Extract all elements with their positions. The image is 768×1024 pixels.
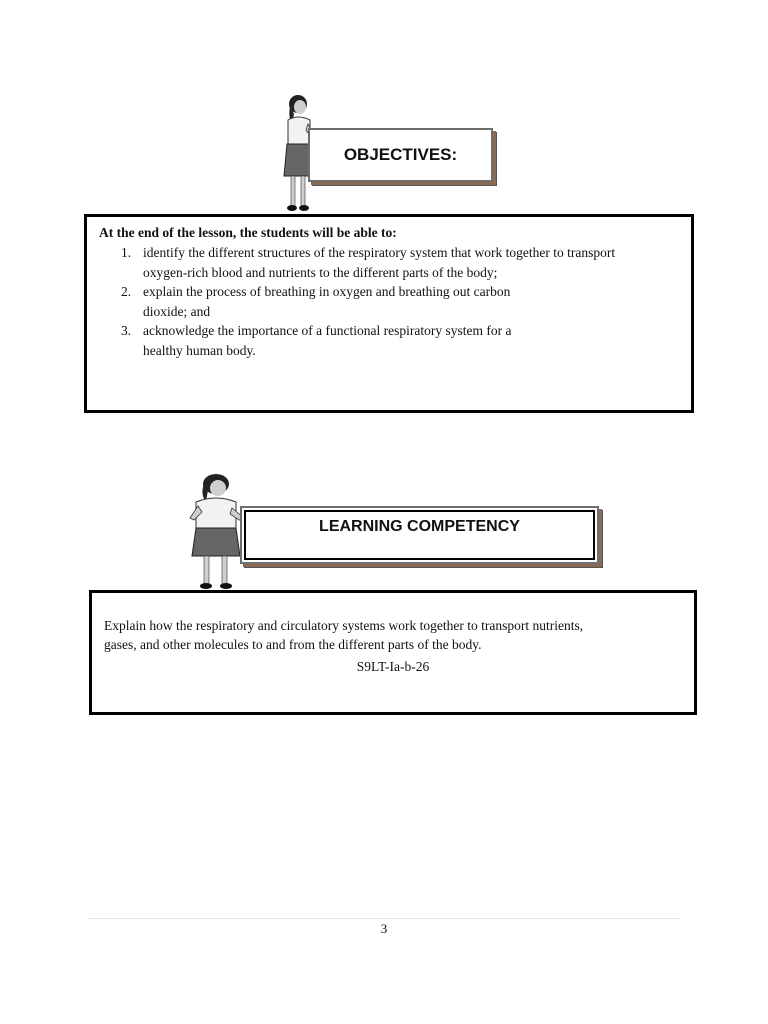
competency-heading-sign [240,506,599,564]
list-item-line: identify the different structures of the respiratory system that work together to transport [143,245,616,260]
competency-line: Explain how the respiratory and circulatory systems work together to transport nutrients, [104,618,584,633]
list-item [113,243,673,282]
objectives-box [84,214,694,413]
footer-divider [88,918,680,919]
list-item [113,282,673,321]
competency-description [104,617,664,654]
list-item [113,321,673,360]
list-item-line: explain the process of breathing in oxygen and breathing out carbon [143,284,511,299]
list-item-line: healthy human body. [143,342,256,358]
competency-code: S9LT-Ia-b-26 [356,659,430,674]
competency-line: gases, and other molecules to and from the different parts of the body. [104,636,482,652]
teacher-figure-illustration [184,472,248,594]
objectives-list [113,243,673,360]
list-item-number: 1. [121,245,132,260]
page-number: 3 [380,921,388,936]
list-item-number: 3. [121,323,132,338]
competency-box [89,590,697,715]
list-item-number: 2. [121,284,132,299]
list-item-line: acknowledge the importance of a functional respiratory system for a [143,323,512,338]
competency-heading: LEARNING COMPETENCY [319,518,520,535]
list-item-line: oxygen-rich blood and nutrients to the different parts of the body; [143,264,498,280]
objectives-heading-sign [308,128,493,182]
objectives-intro: At the end of the lesson, the students will be able to: [99,225,397,240]
list-item-line: dioxide; and [143,303,211,319]
objectives-heading: OBJECTIVES: [343,145,458,164]
